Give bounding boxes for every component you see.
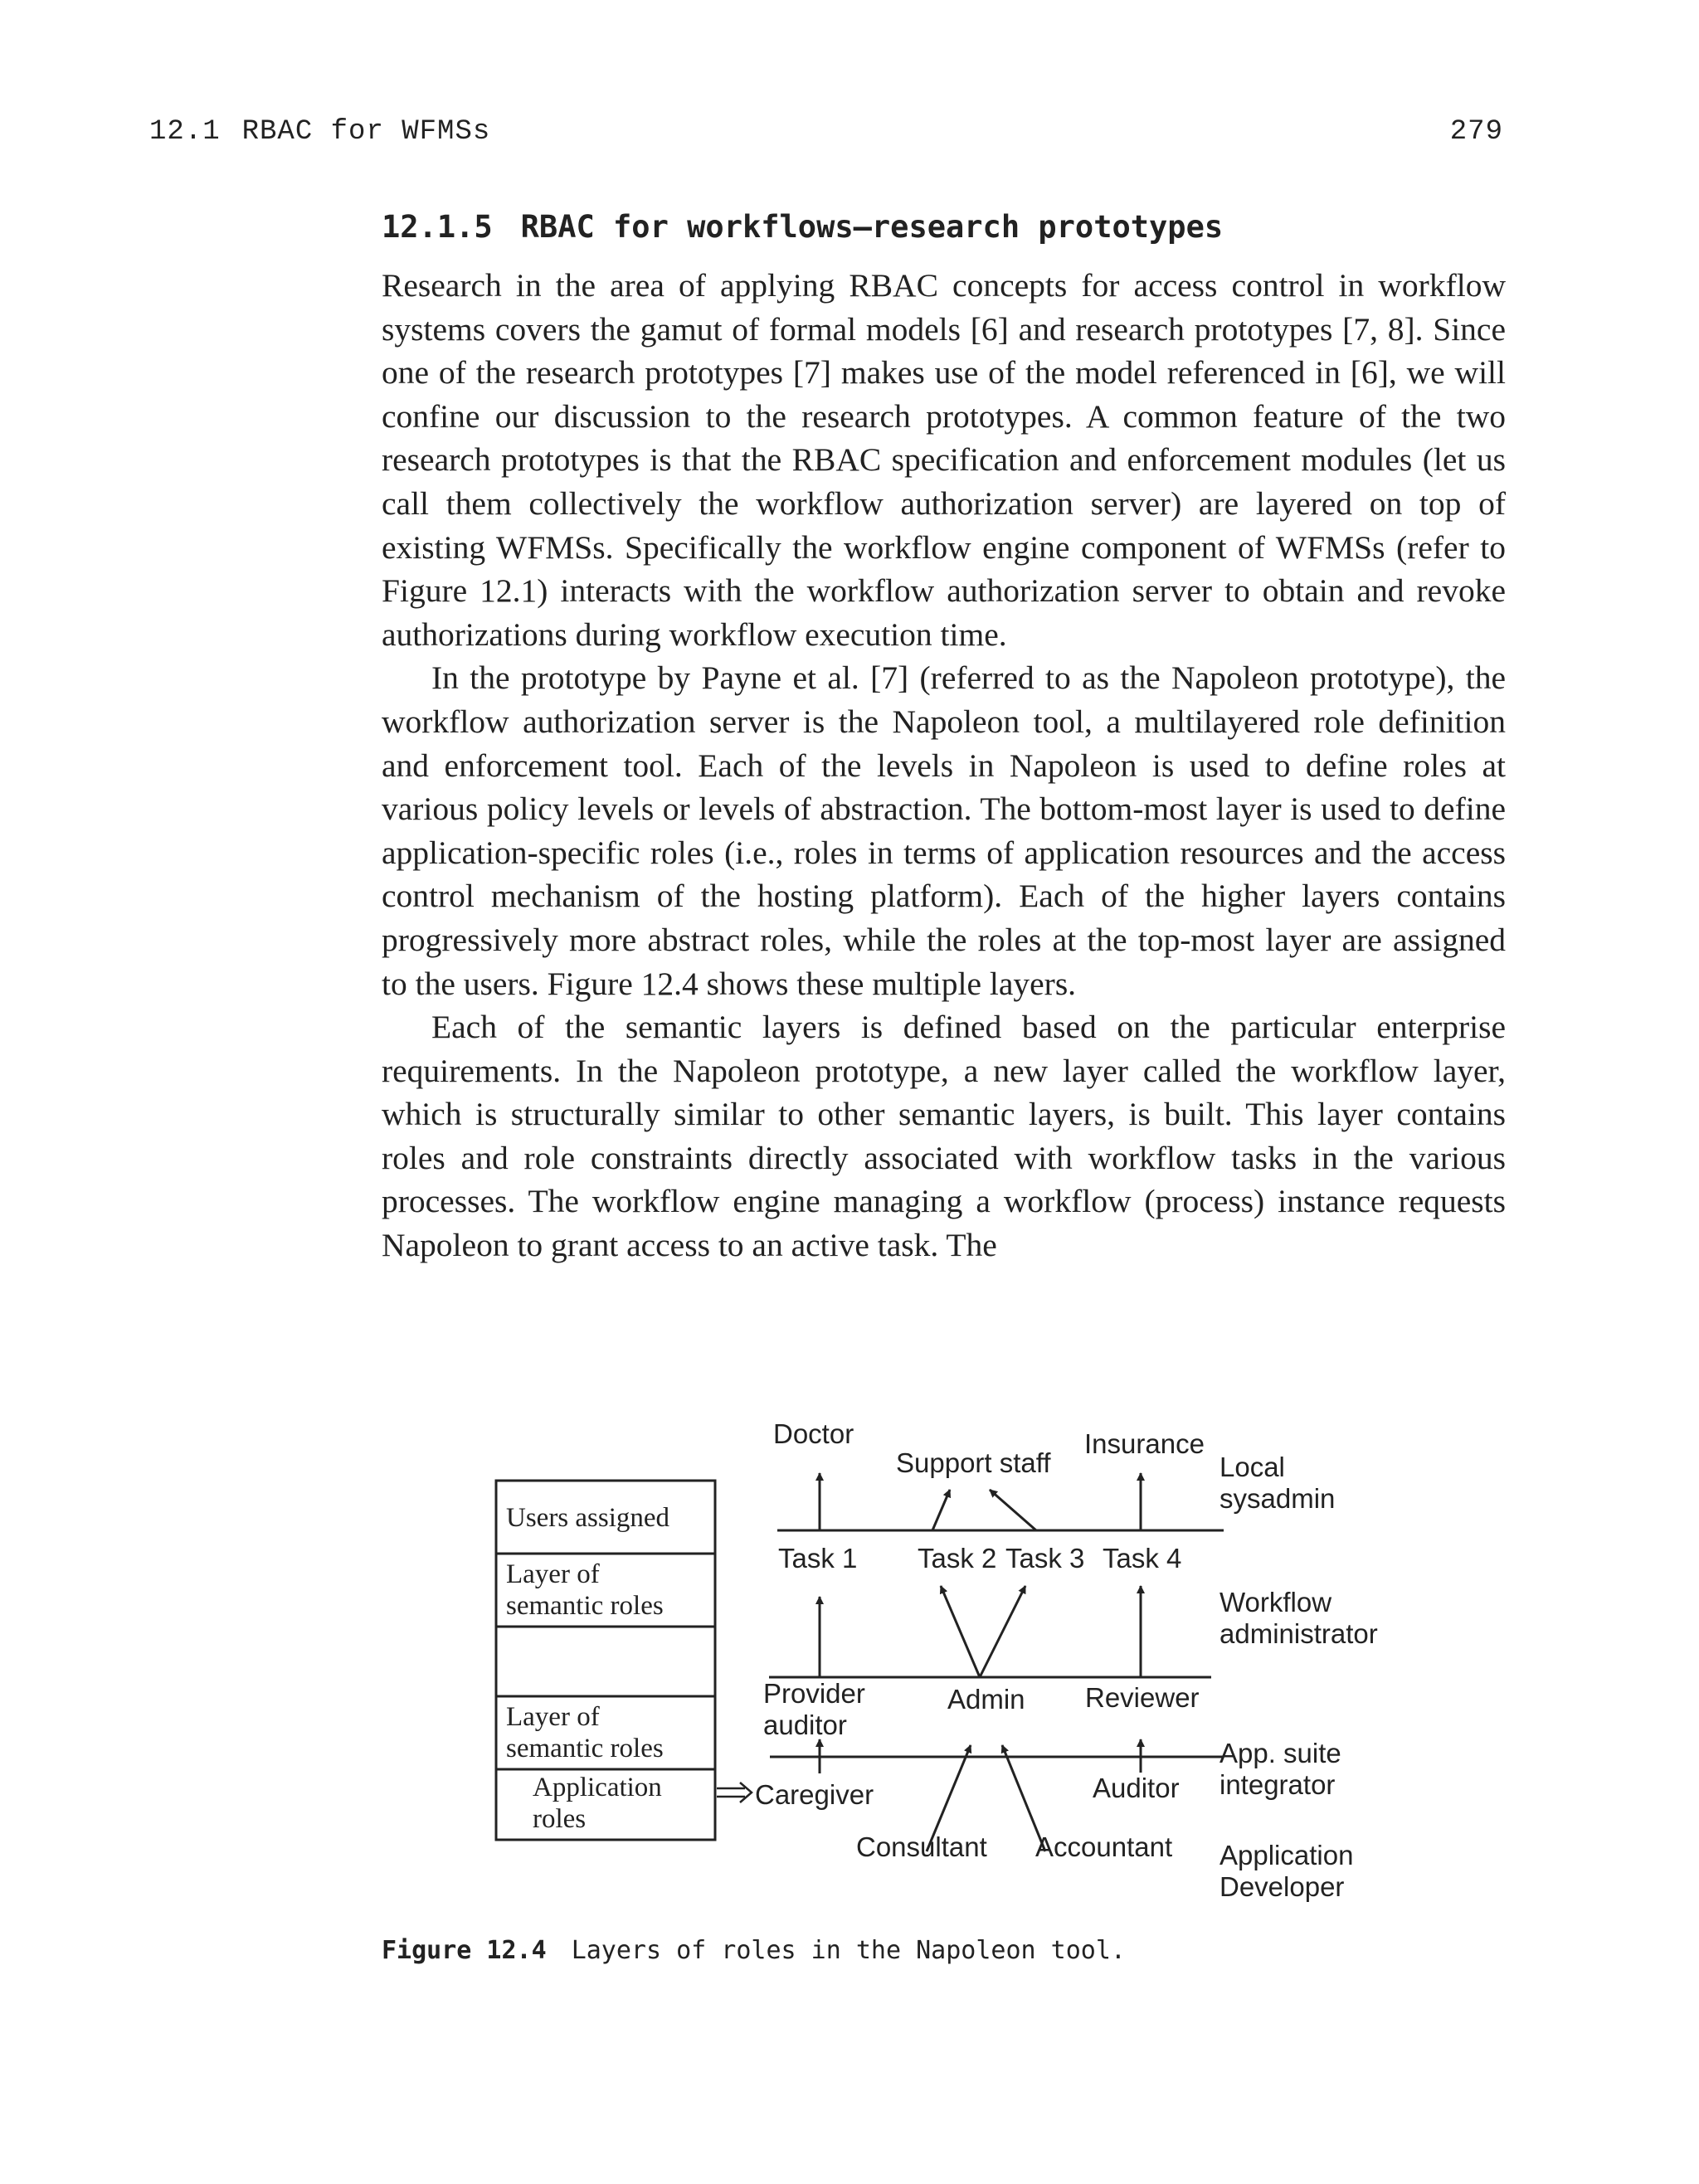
admin-workflow-line2: administrator [1219,1618,1378,1649]
label-application-line2: roles [533,1804,587,1834]
paragraph-3: Each of the semantic layers is defined based on the particular enterprise requirements. In the Napoleon prototype, a new layer called the workflow layer, which is structurally similar to other semantic layers, is built. This layer contains roles and role constraints directly associated with workflow tasks in the various processes. The workflow engine managing a workflow (process) instance requests Napoleon to grant access to an active task. The [382,1009,1506,1264]
role-reviewer: Reviewer [1085,1682,1200,1713]
task-1: Task 1 [778,1543,858,1574]
figure-diagram [481,1410,1419,1924]
task-4: Task 4 [1103,1543,1182,1574]
role-doctor: Doctor [773,1418,854,1449]
paragraph-1: Research in the area of applying RBAC concepts for access control in workflow systems covers the gamut of formal models [6] and research prototypes [7, 8]. Since one of the research prototypes [7] makes use of the model referenced in [6], we will confine our discussion to the research prototypes. A common feature of the two research prototypes is that the RBAC specification and enforcement modules (let us call them collectively the workflow authorization server) are layered on top of existing WFMSs. Specifically the workflow engine component of WFMSs (refer to Figure 12.1) interacts with the workflow authorization server to obtain and revoke authorizations during workflow execution time. [382,267,1506,653]
paragraph-2: In the prototype by Payne et al. [7] (referred to as the Napoleon prototype), the workflow authorization server is the Napoleon tool, a multilayered role definition and enforcement tool. Each of the levels in Napoleon is used to define roles at various policy levels or levels of abstraction. The bottom-most layer is used to define application-specific roles (i.e., roles in terms of application resources and the access control mechanism of the hosting platform). Each of the higher layers contains progressively more abstract roles, while the roles at the top-most layer are assigned to the users. Figure 12.4 shows these multiple layers. [382,659,1506,1002]
admin-suite-line1: App. suite [1219,1738,1341,1768]
admin-suite-line2: integrator [1219,1769,1336,1800]
role-auditor: Auditor [1093,1773,1180,1803]
section-heading [382,209,1223,245]
role-provider-line1: Provider [763,1678,865,1709]
figure-caption [382,1936,1126,1965]
running-head-section-title: RBAC for WFMSs [241,116,491,148]
arrow-task3-support [990,1490,1036,1530]
body-text [382,264,1506,1267]
arrow-task2-support [932,1490,950,1530]
running-head-section-number: 12.1 [149,116,221,148]
caption-text: Layers of roles in the Napoleon tool. [571,1936,1126,1965]
role-admin: Admin [947,1684,1025,1715]
arrow-admin-task3 [980,1586,1025,1677]
label-users-assigned: Users assigned [506,1503,670,1533]
box-empty [496,1627,715,1696]
role-caregiver: Caregiver [755,1779,874,1810]
task-3: Task 3 [1005,1543,1085,1574]
role-support-staff: Support staff [896,1447,1051,1478]
role-insurance: Insurance [1084,1428,1205,1459]
section-title: RBAC for workflows—research prototypes [520,209,1224,245]
task-2: Task 2 [918,1543,997,1574]
label-semantic-1-line1: Layer of [506,1559,600,1589]
admin-workflow-line1: Workflow [1219,1587,1332,1617]
admin-local-line2: sysadmin [1219,1483,1336,1514]
layer-legend [496,1481,715,1840]
open-arrow [717,1783,752,1802]
figure-napoleon-layers [481,1410,1419,1924]
label-semantic-2-line1: Layer of [506,1702,600,1732]
caption-label: Figure 12.4 [382,1936,547,1965]
running-head-section [149,116,490,148]
label-semantic-2-line2: semantic roles [506,1734,664,1763]
label-application-line1: Application [533,1773,662,1802]
arrow-admin-task2 [941,1586,980,1677]
section-number: 12.1.5 [382,209,493,245]
role-consultant: Consultant [856,1831,987,1862]
role-provider-line2: auditor [763,1710,847,1740]
page-number: 279 [1449,116,1503,148]
admin-local-line1: Local [1219,1452,1285,1482]
admin-developer-line1: Application [1219,1840,1354,1870]
label-semantic-1-line2: semantic roles [506,1591,664,1621]
admin-developer-line2: Developer [1219,1871,1345,1902]
role-accountant: Accountant [1035,1831,1173,1862]
